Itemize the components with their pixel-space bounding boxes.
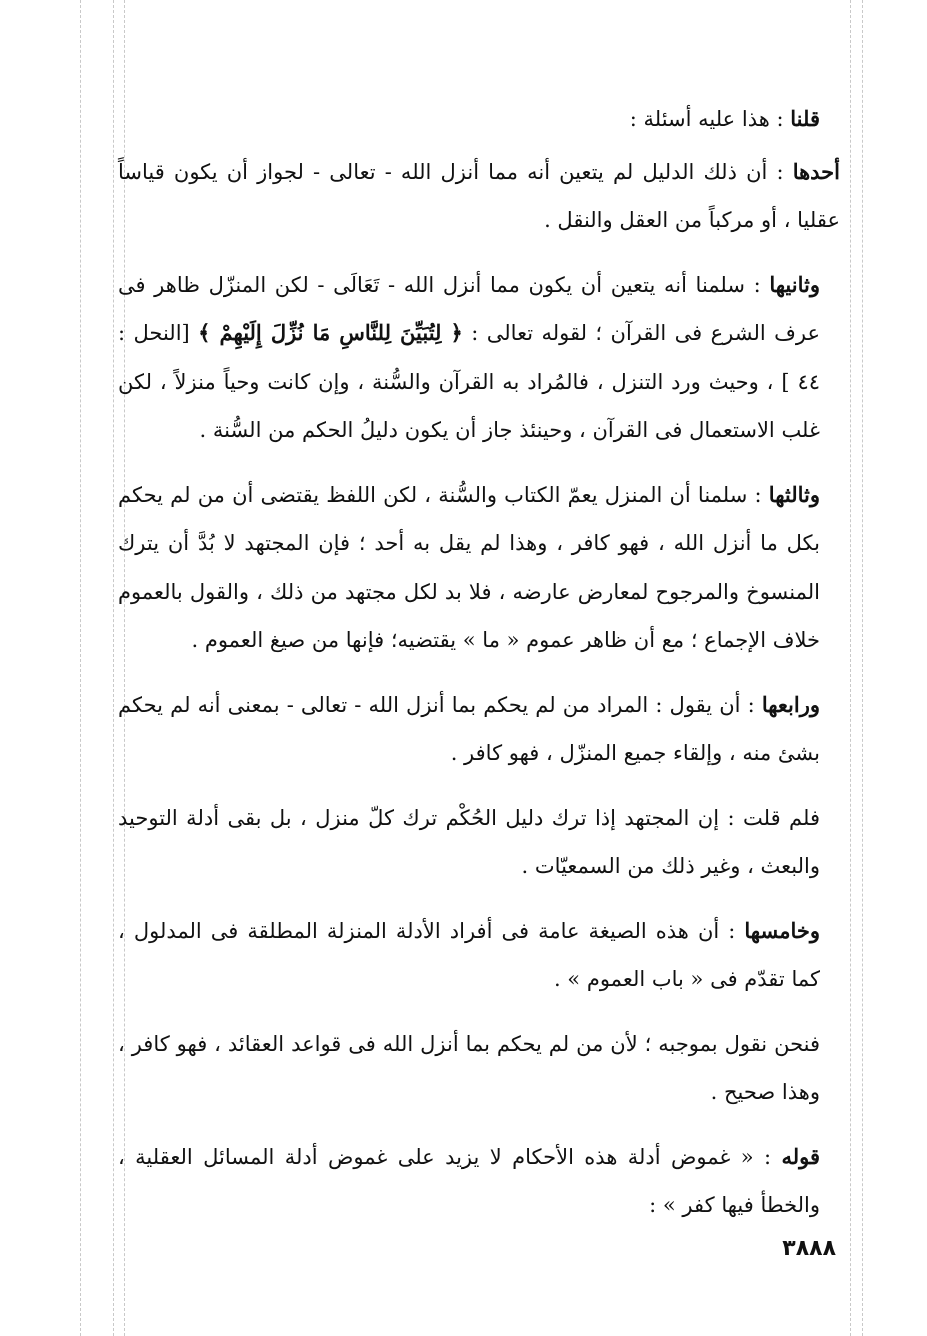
scan-fold-line bbox=[862, 0, 863, 1336]
quran-verse: ﴿ لِتُبَيِّنَ لِلنَّاسِ مَا نُزِّلَ إِلَيْهِمْ ﴾ bbox=[198, 320, 463, 345]
paragraph-lead: وثالثها bbox=[768, 481, 820, 507]
paragraph-text: : هذا عليه أسئلة : bbox=[629, 107, 784, 131]
paragraph-fourth-question bbox=[118, 681, 840, 778]
page-number: ٣٨٨٨ bbox=[782, 1236, 836, 1261]
paragraph-first-question bbox=[118, 148, 840, 245]
paragraph-response bbox=[118, 1020, 840, 1117]
paragraph-text: : « غموض أدلة هذه الأحكام لا يزيد على غموض أدلة المسائل العقلية ، والخطأ فيها كفر » : bbox=[118, 1144, 820, 1217]
paragraph-lead: قلنا bbox=[790, 106, 820, 131]
paragraph-text: : أن هذه الصيغة عامة فى أفراد الأدلة المنزلة المطلقة فى المدلول ، كما تقدّم فى « باب العموم » . bbox=[118, 918, 820, 991]
paragraph-objection bbox=[118, 794, 840, 891]
paragraph-text: : أن ذلك الدليل لم يتعين أنه مما أنزل الله - تعالى - لجواز أن يكون قياساً عقليا ، أو مركباً من العقل والنقل . bbox=[118, 159, 840, 232]
paragraph-second-question bbox=[118, 261, 840, 455]
page-body bbox=[118, 95, 840, 1295]
scan-fold-line bbox=[113, 0, 114, 1336]
paragraph-intro bbox=[118, 95, 840, 144]
paragraph-fifth-question bbox=[118, 907, 840, 1004]
paragraph-lead: أحدها bbox=[792, 158, 840, 184]
paragraph-text: فلم قلت : إن المجتهد إذا ترك دليل الحُكْم ترك كلّ منزل ، بل بقى أدلة التوحيد والبعث ، وغير ذلك من السمعيّات . bbox=[118, 805, 820, 878]
paragraph-text: فنحن نقول بموجبه ؛ لأن من لم يحكم بما أنزل الله فى قواعد العقائد ، فهو كافر ، وهذا صحيح . bbox=[118, 1031, 820, 1104]
paragraph-third-question bbox=[118, 471, 840, 665]
paragraph-lead: ورابعها bbox=[761, 691, 820, 717]
paragraph-lead: وثانيها bbox=[769, 271, 820, 297]
paragraph-text: : سلمنا أن المنزل يعمّ الكتاب والسُّنة ، لكن اللفظ يقتضى أن من لم يحكم بكل ما أنزل الله ، فهو كافر ، وهذا لم يقل به أحد ؛ فإن المجتهد لا بُدَّ أن يترك المنسوخ والمرجوح لمعارض عارضه ، فلا بد لكل مجتهد من ذلك ، والقول بالعموم خلاف الإجماع ؛ مع أن ظاهر عموم « ما » يقتضيه؛ فإنها من صيغ العموم . bbox=[118, 482, 820, 652]
scan-fold-line bbox=[80, 0, 81, 1336]
paragraph-quote bbox=[118, 1133, 840, 1230]
paragraph-lead: وخامسها bbox=[744, 917, 820, 943]
paragraph-text: [النحل : ٤٤ ] ، وحيث ورد التنزل ، فالمُراد به القرآن والسُّنة ، وإن كانت وحياً منزلاً ، لكن غلب الاستعمال فى القرآن ، وحينئذ جاز أن يكون دليلُ الحكم من السُّنة . bbox=[118, 321, 820, 442]
paragraph-text: : سلمنا أنه يتعين أن يكون مما أنزل الله - تَعَالَى - لكن المنزّل ظاهر فى عرف الشرع فى القرآن ؛ لقوله تعالى : bbox=[118, 272, 821, 345]
paragraph-lead: قوله bbox=[781, 1143, 820, 1169]
scan-fold-line bbox=[850, 0, 851, 1336]
paragraph-text: : أن يقول : المراد من لم يحكم بما أنزل الله - تعالى - بمعنى أنه لم يحكم بشئ منه ، وإلقاء جميع المنزّل ، فهو كافر . bbox=[118, 692, 820, 765]
